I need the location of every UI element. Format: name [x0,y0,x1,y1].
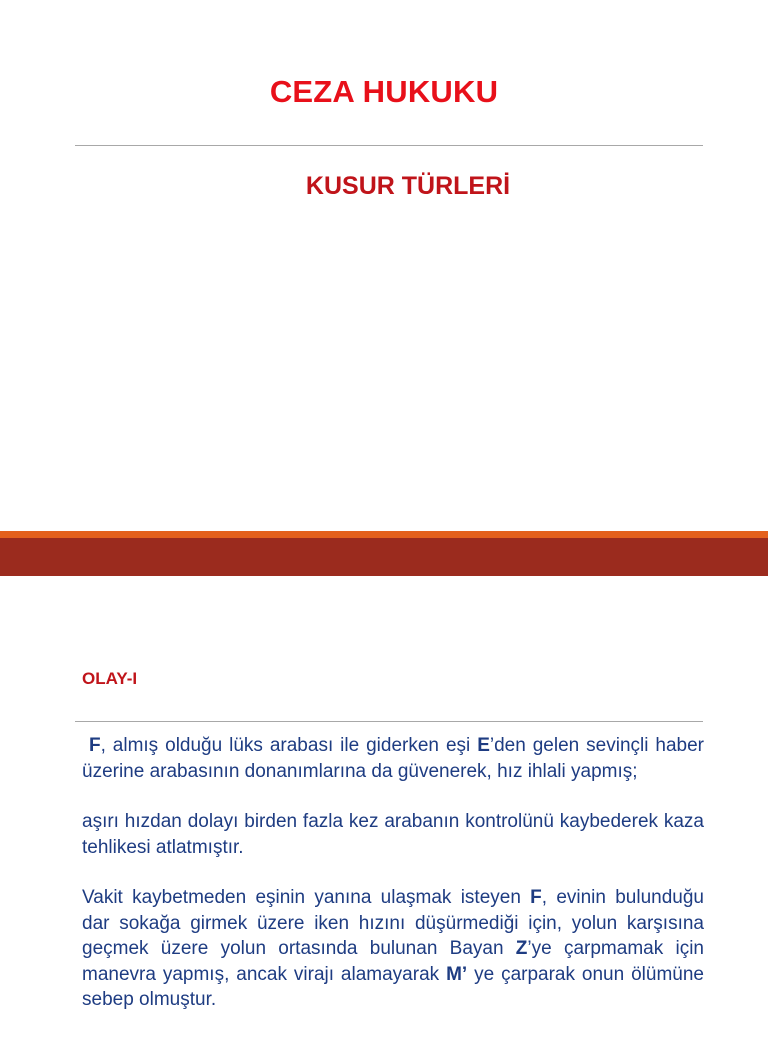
paragraph-3 [82,885,704,1013]
text-span: , almış olduğu lüks arabası ile giderken eşi [100,735,478,756]
title-divider [75,145,703,146]
slide-separator-band [0,538,768,576]
text-span: ’ye çarpmamak için manevra yapmış, ancak virajı alamayarak [82,938,704,985]
slide-title: CEZA HUKUKU [269,74,499,109]
text-span: , evinin bulunduğu dar sokağa girmek üzere iken hızını düşürmediği için, yolun karşısına geçmek üzere yolun ortasında bulunan Bayan [82,887,704,959]
text-span: ye çarparak onun ölümüne sebep olmuştur. [82,963,704,1010]
slide-subtitle: KUSUR TÜRLERİ [305,172,511,200]
bold-letter-e: E [477,735,490,756]
heading-divider [75,721,703,722]
bold-letter-z: Z [515,938,528,959]
paragraph-2: aşırı hızdan dolayı birden fazla kez arabanın kontrolünü kaybederek kaza tehlikesi atlatmıştır. [82,811,704,858]
case-body [82,733,704,1038]
slide-separator-accent [0,531,768,538]
bold-letter-f: F [530,887,542,908]
case-heading: OLAY-I [82,669,138,688]
text-span: Vakit kaybetmeden eşinin yanına ulaşmak isteyen [82,887,531,908]
paragraph-1 [82,733,704,784]
bold-letter-f: F [88,735,101,756]
bold-letter-m: M’ [446,963,468,985]
text-span: ’den gelen sevinçli haber üzerine arabasının donanımlarına da güvenerek, hız ihlali yapmış; [82,735,705,782]
